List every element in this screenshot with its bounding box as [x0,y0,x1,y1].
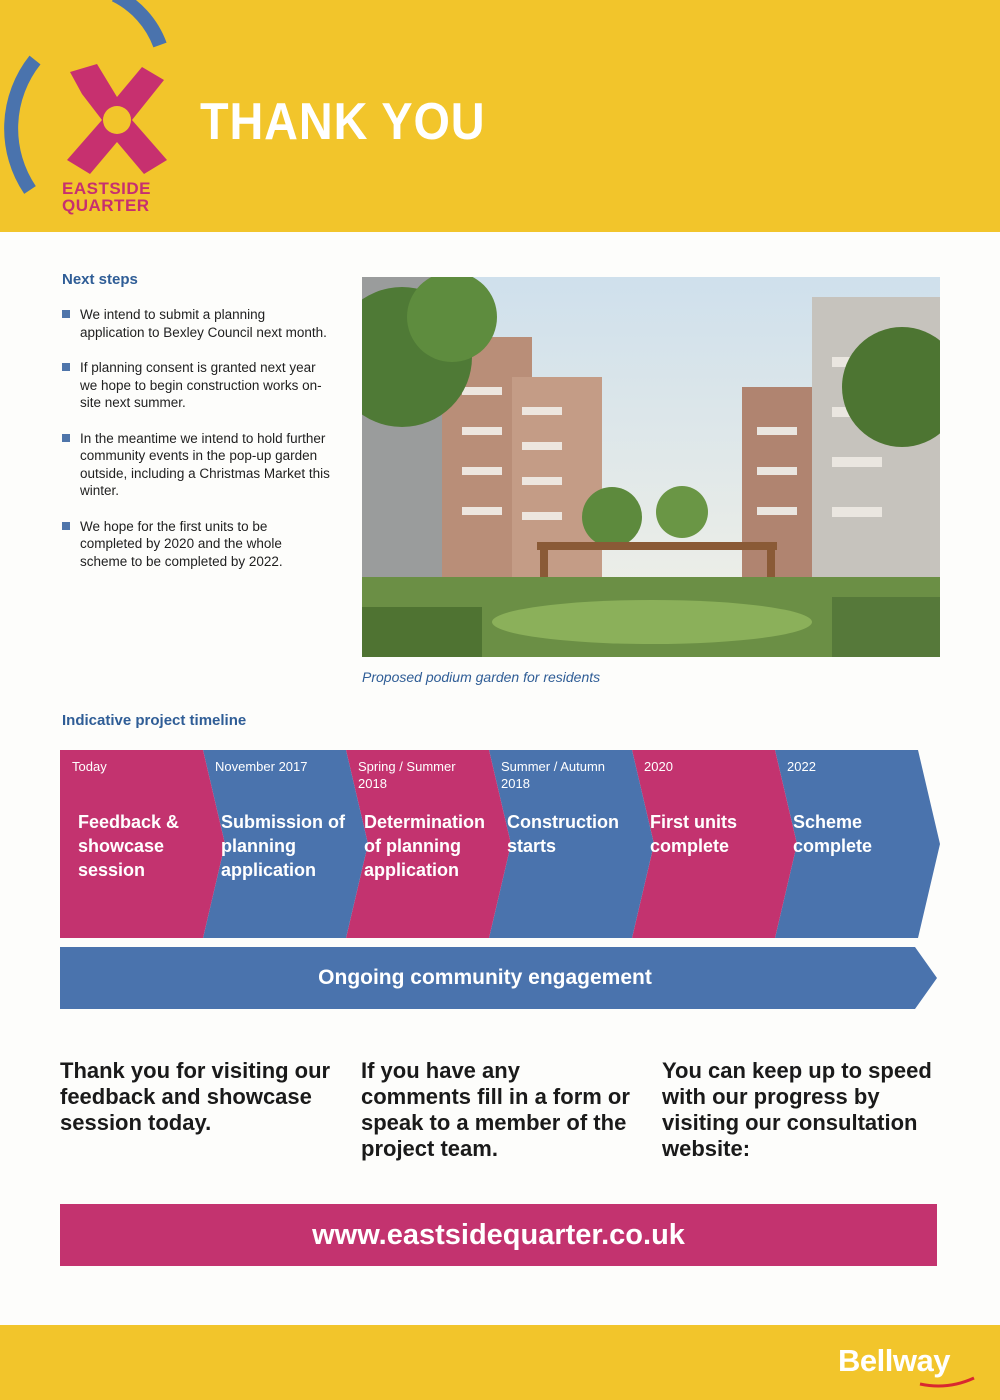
timeline-stage-title: Submission of planning application [221,812,346,880]
thank-you-text: Thank you for visiting our feedback and showcase session today. [60,1058,331,1135]
page-title: THANK YOU [200,93,486,151]
step-text: We hope for the first units to be completed by 2020 and the whole scheme to be completed by 2022. [80,518,283,569]
timeline-stage-title: Determination of planning application [364,812,486,880]
bellway-swoosh-icon [918,1374,978,1388]
timeline-stage-title: Feedback & showcase session [78,812,180,880]
next-steps-list [62,306,332,588]
ongoing-engagement-label: Ongoing community engagement [318,966,652,989]
eastside-quarter-logo-icon [62,62,172,177]
square-bullet-icon [62,310,70,318]
timeline-stage-title: First units complete [650,812,738,856]
website-intro-text: You can keep up to speed with our progress by visiting our consultation website: [662,1058,932,1161]
step-text: We intend to submit a planning application to Bexley Council next month. [80,307,327,340]
timeline-stage-date: Today [72,759,107,774]
step-text: If planning consent is granted next year we hope to begin construction works on-site next summer. [80,360,322,410]
timeline-stage-date: Summer / Autumn 2018 [501,759,606,791]
timeline-stage-date: November 2017 [215,759,308,774]
next-steps-heading: Next steps [62,271,138,288]
timeline-stage-date: 2020 [644,759,673,774]
comments-text: If you have any comments fill in a form or speak to a member of the project team. [361,1058,630,1161]
timeline-stage-title: Scheme complete [793,812,873,856]
list-item [62,518,332,571]
timeline-stage-date: Spring / Summer 2018 [358,759,456,791]
photo-caption: Proposed podium garden for residents [362,669,601,685]
logo-line-2: QUARTER [62,196,150,215]
square-bullet-icon [62,434,70,442]
header-band [0,0,1000,232]
logo-wordmark [62,180,182,214]
square-bullet-icon [62,363,70,371]
square-bullet-icon [62,522,70,530]
timeline-stage-title: Construction starts [507,812,619,856]
podium-garden-image [362,277,940,657]
website-link[interactable]: www.eastsidequarter.co.uk [60,1204,937,1266]
step-text: In the meantime we intend to hold further community events in the pop-up garden outside, including a Christmas Market this winter. [80,430,330,498]
list-item [62,430,332,500]
list-item [62,306,332,341]
timeline-stage-date: 2022 [787,759,816,774]
timeline-heading: Indicative project timeline [62,712,247,729]
logo-line-1: EASTSIDE [62,179,152,198]
list-item [62,359,332,412]
bellway-logo: Bellway [838,1343,950,1378]
